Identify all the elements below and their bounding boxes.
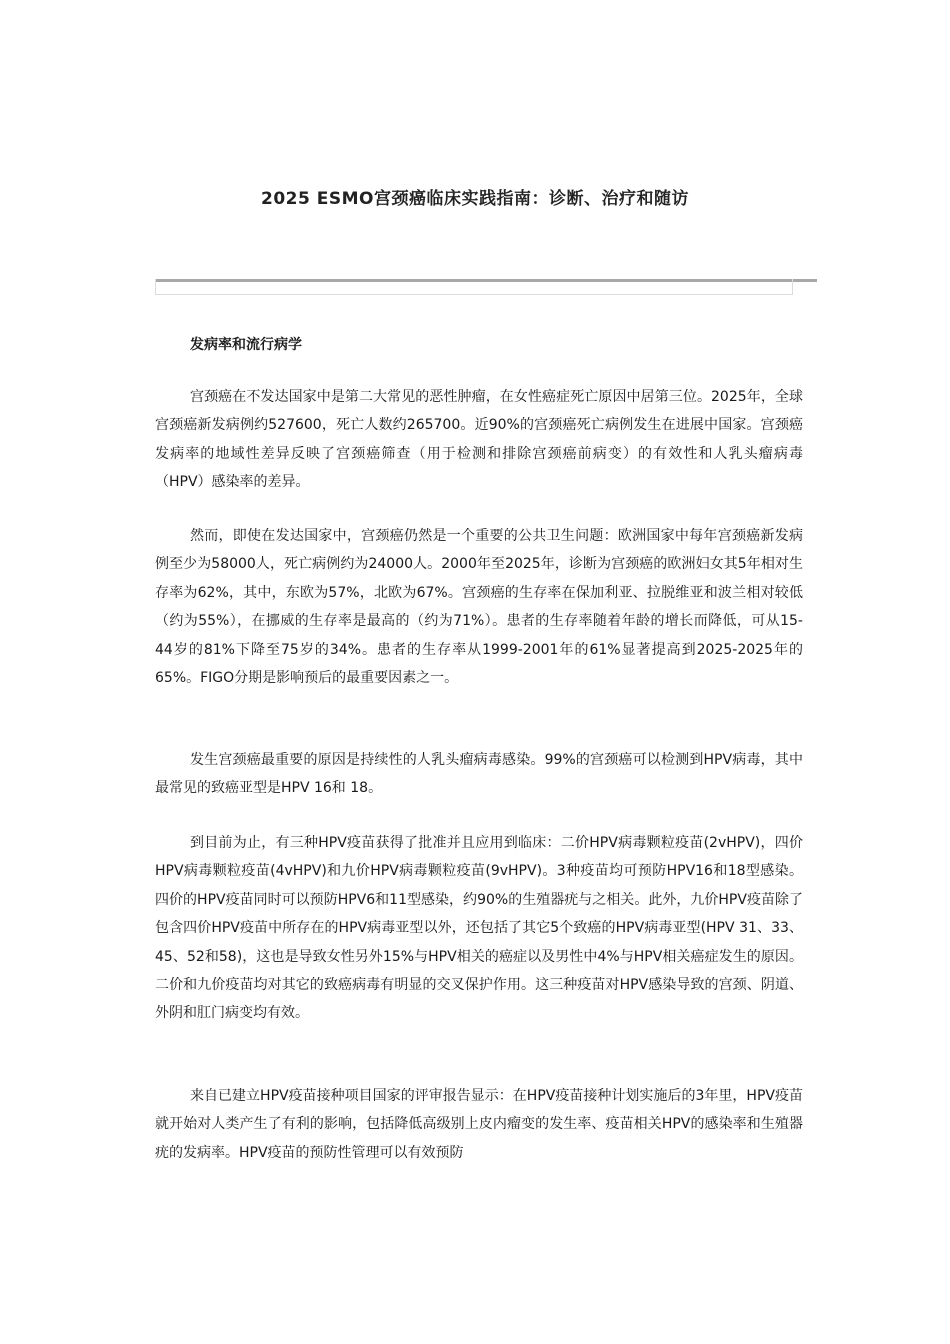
document-title: 2025 ESMO宫颈癌临床实践指南：诊断、治疗和随访 xyxy=(261,189,689,209)
paragraph: 到目前为止，有三种HPV疫苗获得了批准并且应用到临床：二价HPV病毒颗粒疫苗(2vHPV)，四价HPV病毒颗粒疫苗(4vHPV)和九价HPV病毒颗粒疫苗(9vHPV)。3种疫苗均可预防HPV16和18型感染。四价的HPV疫苗同时可以预防HPV6和11型感染，约90%的生殖器疣与之相关。此外，九价HPV疫苗除了包含四价HPV疫苗中所存在的HPV病毒亚型以外，还包括了其它5个致癌的HPV病毒亚型(HPV 31、33、45、52和58)，这也是导致女性另外15%与HPV相关的癌症以及男性中4%与HPV相关癌症发生的原因。二价和九价疫苗均对其它的致癌病毒有明显的交叉保护作用。这三种疫苗对HPV感染导致的宫颈、阴道、外阴和肛门病变均有效。 xyxy=(155,835,803,1022)
paragraph: 来自已建立HPV疫苗接种项目国家的评审报告显示：在HPV疫苗接种计划实施后的3年里，HPV疫苗就开始对人类产生了有利的影响，包括降低高级别上皮内瘤变的发生率、疫苗相关HPV的感染率和生殖器疣的发病率。HPV疫苗的预防性管理可以有效预防 xyxy=(155,1088,803,1161)
paragraph: 然而，即使在发达国家中，宫颈癌仍然是一个重要的公共卫生问题：欧洲国家中每年宫颈癌新发病例至少为58000人，死亡病例约为24000人。2000年至2025年，诊断为宫颈癌的欧洲妇女其5年相对生存率为62%，其中，东欧为57%，北欧为67%。宫颈癌的生存率在保加利亚、拉脱维亚和波兰相对较低（约为55%），在挪威的生存率是最高的（约为71%）。患者的生存率随着年龄的增长而降低，可从15-44岁的81%下降至75岁的34%。患者的生存率从1999-2001年的61%显著提高到2025-2025年的65%。FIGO分期是影响预后的最重要因素之一。 xyxy=(155,528,803,687)
divider-box xyxy=(155,279,793,295)
section-heading: 发病率和流行病学 xyxy=(190,337,302,353)
paragraph: 宫颈癌在不发达国家中是第二大常见的恶性肿瘤，在女性癌症死亡原因中居第三位。2025年，全球宫颈癌新发病例约527600，死亡人数约265700。近90%的宫颈癌死亡病例发生在进展中国家。宫颈癌发病率的地域性差异反映了宫颈癌筛查（用于检测和排除宫颈癌前病变）的有效性和人乳头瘤病毒（HPV）感染率的差异。 xyxy=(155,389,803,491)
paragraph: 发生宫颈癌最重要的原因是持续性的人乳头瘤病毒感染。99%的宫颈癌可以检测到HPV病毒，其中最常见的致癌亚型是HPV 16和 18。 xyxy=(155,752,803,797)
